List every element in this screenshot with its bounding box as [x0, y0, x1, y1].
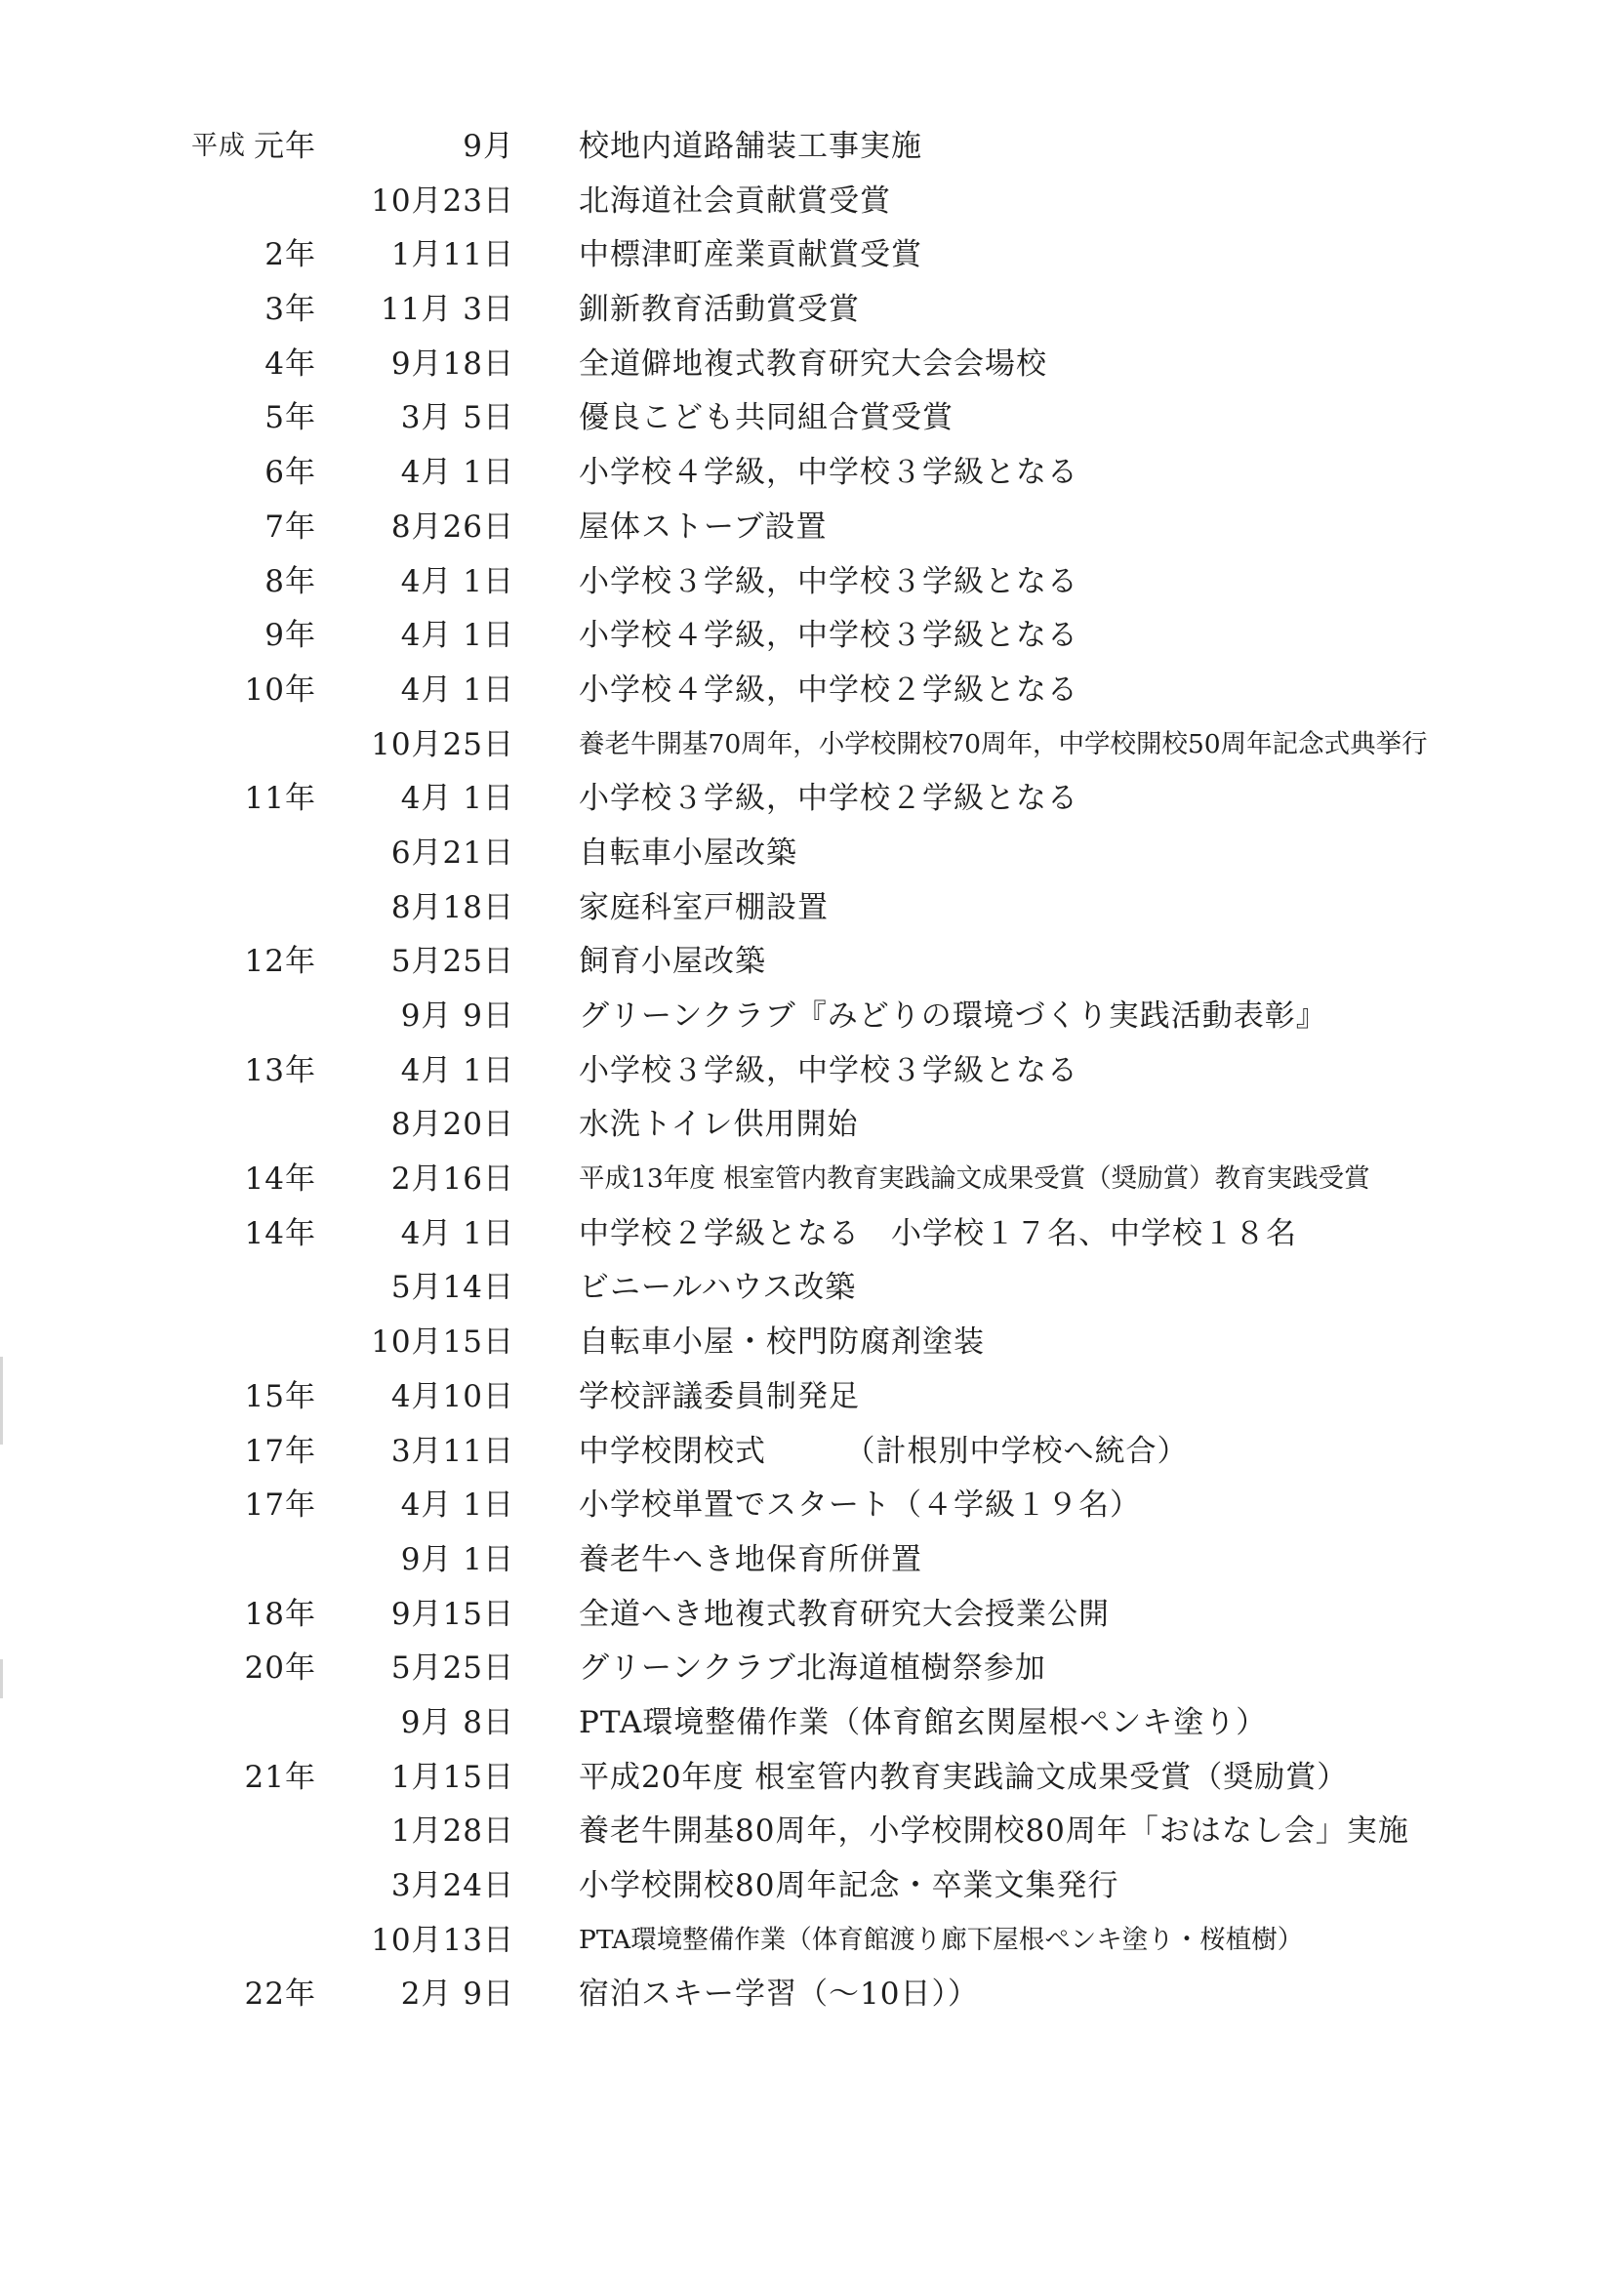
- year-cell: 11年: [244, 781, 316, 817]
- date-cell: 3月 5日: [400, 400, 514, 436]
- event-description: 小学校４学級，中学校２学級となる: [579, 672, 1078, 708]
- event-description: 養老牛開基70周年，小学校開校70周年，中学校開校50周年記念式典挙行: [579, 728, 1428, 759]
- date-cell: 4月 1日: [400, 1215, 514, 1251]
- era-label: 平成: [191, 131, 246, 161]
- event-description: 平成20年度 根室管内教育実践論文成果受賞（奨励賞）: [579, 1759, 1349, 1795]
- date-cell: 11月 3日: [380, 292, 514, 328]
- year-cell: 2年: [264, 237, 316, 273]
- timeline-row: [0, 1484, 1624, 1538]
- timeline-row: [0, 995, 1624, 1049]
- year-cell: 17年: [244, 1433, 316, 1469]
- year-cell: 9年: [264, 618, 316, 654]
- timeline-row: [0, 1321, 1624, 1375]
- date-cell: 4月 1日: [400, 618, 514, 654]
- scan-edge-mark: [0, 1357, 3, 1445]
- date-cell: 4月 1日: [400, 455, 514, 491]
- timeline-row: [0, 451, 1624, 506]
- date-cell: 2月 9日: [400, 1976, 514, 2013]
- event-description: 北海道社会貢献賞受賞: [579, 183, 891, 219]
- timeline-row: [0, 1049, 1624, 1104]
- date-cell: 2月16日: [390, 1161, 514, 1198]
- date-cell: 9月 8日: [400, 1704, 514, 1740]
- event-description: 水洗トイレ供用開始: [579, 1107, 859, 1143]
- event-description: 小学校４学級，中学校３学級となる: [579, 618, 1078, 654]
- event-description: PTA環境整備作業（体育館渡り廊下屋根ペンキ塗り・桜植樹）: [579, 1924, 1304, 1955]
- year-cell: 22年: [244, 1976, 316, 2013]
- history-timeline: [0, 125, 1624, 2027]
- event-description: 中学校２学級となる 小学校１７名、中学校１８名: [579, 1215, 1297, 1251]
- event-description: 小学校３学級，中学校３学級となる: [579, 563, 1078, 599]
- timeline-row: [0, 723, 1624, 778]
- date-cell: 9月 9日: [400, 998, 514, 1034]
- date-cell: 10月23日: [371, 183, 514, 219]
- year-cell: 12年: [244, 944, 316, 980]
- event-description: 中標津町産業貢献賞受賞: [579, 237, 922, 273]
- event-description: 小学校４学級，中学校３学級となる: [579, 455, 1078, 491]
- scan-edge-mark: [0, 1659, 3, 1698]
- year-cell: 5年: [264, 400, 316, 436]
- date-cell: 10月15日: [371, 1324, 514, 1361]
- timeline-row: [0, 1430, 1624, 1485]
- timeline-row: [0, 288, 1624, 343]
- timeline-row: [0, 180, 1624, 234]
- timeline-row: [0, 506, 1624, 560]
- date-cell: 4月 1日: [400, 672, 514, 708]
- event-description: 自転車小屋改築: [579, 835, 797, 871]
- date-cell: 1月28日: [390, 1813, 514, 1850]
- year-cell: 14年: [244, 1161, 316, 1198]
- timeline-row: [0, 1538, 1624, 1593]
- event-description: 飼育小屋改築: [579, 944, 766, 980]
- date-cell: 4月 1日: [400, 563, 514, 599]
- timeline-row: [0, 1266, 1624, 1321]
- year-cell: 18年: [244, 1596, 316, 1632]
- event-description: 平成13年度 根室管内教育実践論文成果受賞（奨励賞）教育実践受賞: [579, 1163, 1370, 1195]
- date-cell: 8月20日: [390, 1107, 514, 1143]
- timeline-row: [0, 940, 1624, 995]
- timeline-row: [0, 233, 1624, 288]
- date-cell: 6月21日: [390, 835, 514, 871]
- timeline-row: [0, 1756, 1624, 1811]
- event-description: 全道へき地複式教育研究大会授業公開: [579, 1596, 1110, 1632]
- date-cell: 9月 1日: [400, 1541, 514, 1577]
- timeline-row: [0, 1701, 1624, 1756]
- date-cell: 9月18日: [390, 346, 514, 382]
- event-description: 全道僻地複式教育研究大会会場校: [579, 346, 1047, 382]
- year-cell: 14年: [244, 1215, 316, 1251]
- date-cell: 9月: [463, 129, 514, 164]
- year-cell: 21年: [244, 1759, 316, 1795]
- date-cell: 1月15日: [390, 1759, 514, 1795]
- year-cell: 15年: [244, 1378, 316, 1414]
- date-cell: 4月10日: [390, 1378, 514, 1414]
- timeline-row: [0, 560, 1624, 615]
- event-description: グリーンクラブ北海道植樹祭参加: [579, 1650, 1046, 1687]
- date-cell: 5月14日: [390, 1270, 514, 1306]
- event-description: 小学校開校80周年記念・卒業文集発行: [579, 1868, 1119, 1903]
- date-cell: 4月 1日: [400, 1487, 514, 1524]
- date-cell: 5月25日: [390, 1650, 514, 1687]
- year-cell: 8年: [264, 563, 316, 599]
- date-cell: 5月25日: [390, 944, 514, 980]
- event-description: 小学校３学級，中学校２学級となる: [579, 781, 1078, 817]
- event-description: ビニールハウス改築: [579, 1270, 857, 1306]
- event-description: 中学校閉校式 （計根別中学校へ統合）: [579, 1433, 1189, 1469]
- date-cell: 1月11日: [390, 237, 514, 273]
- timeline-row: [0, 1375, 1624, 1430]
- timeline-row: [0, 832, 1624, 886]
- timeline-row: [0, 1973, 1624, 2027]
- year-cell: 元年: [254, 129, 316, 164]
- date-cell: 8月26日: [390, 509, 514, 545]
- timeline-row: [0, 396, 1624, 451]
- timeline-row: [0, 1593, 1624, 1648]
- event-description: 校地内道路舗装工事実施: [579, 129, 922, 164]
- timeline-row: [0, 1212, 1624, 1267]
- timeline-row: [0, 1103, 1624, 1158]
- event-description: 家庭科室戸棚設置: [579, 889, 829, 925]
- timeline-row: [0, 886, 1624, 941]
- date-cell: 10月13日: [371, 1922, 514, 1958]
- timeline-row: [0, 614, 1624, 669]
- date-cell: 4月 1日: [400, 781, 514, 817]
- year-cell: 10年: [244, 672, 316, 708]
- event-description: 優良こども共同組合賞受賞: [579, 400, 954, 436]
- date-cell: 3月24日: [390, 1868, 514, 1903]
- event-description: 釧新教育活動賞受賞: [579, 292, 860, 328]
- event-description: 小学校３学級，中学校３学級となる: [579, 1052, 1078, 1088]
- event-description: PTA環境整備作業（体育館玄関屋根ペンキ塗り）: [579, 1704, 1268, 1740]
- timeline-row: [0, 125, 1624, 180]
- event-description: 養老牛へき地保育所併置: [579, 1541, 922, 1577]
- year-cell: 3年: [264, 292, 316, 328]
- event-description: 養老牛開基80周年，小学校開校80周年「おはなし会」実施: [579, 1813, 1409, 1850]
- event-description: グリーンクラブ『みどりの環境づくり実践活動表彰』: [579, 998, 1327, 1034]
- date-cell: 9月15日: [390, 1596, 514, 1632]
- date-cell: 4月 1日: [400, 1052, 514, 1088]
- timeline-row: [0, 777, 1624, 832]
- timeline-row: [0, 1864, 1624, 1919]
- year-cell: 6年: [264, 455, 316, 491]
- event-description: 学校評議委員制発足: [579, 1378, 860, 1414]
- year-cell: 20年: [244, 1650, 316, 1687]
- year-cell: 13年: [244, 1052, 316, 1088]
- timeline-row: [0, 1647, 1624, 1701]
- event-description: 自転車小屋・校門防腐剤塗装: [579, 1324, 985, 1361]
- event-description: 宿泊スキー学習（～10日））: [579, 1976, 979, 2013]
- date-cell: 3月11日: [390, 1433, 514, 1469]
- event-description: 小学校単置でスタート（４学級１９名）: [579, 1487, 1141, 1524]
- date-cell: 8月18日: [390, 889, 514, 925]
- year-cell: 7年: [264, 509, 316, 545]
- timeline-row: [0, 1810, 1624, 1864]
- date-cell: 10月25日: [371, 726, 514, 762]
- timeline-row: [0, 669, 1624, 723]
- timeline-row: [0, 1919, 1624, 1974]
- timeline-row: [0, 343, 1624, 397]
- event-description: 屋体ストーブ設置: [579, 509, 828, 545]
- year-cell: 4年: [264, 346, 316, 382]
- year-cell: 17年: [244, 1487, 316, 1524]
- timeline-row: [0, 1158, 1624, 1212]
